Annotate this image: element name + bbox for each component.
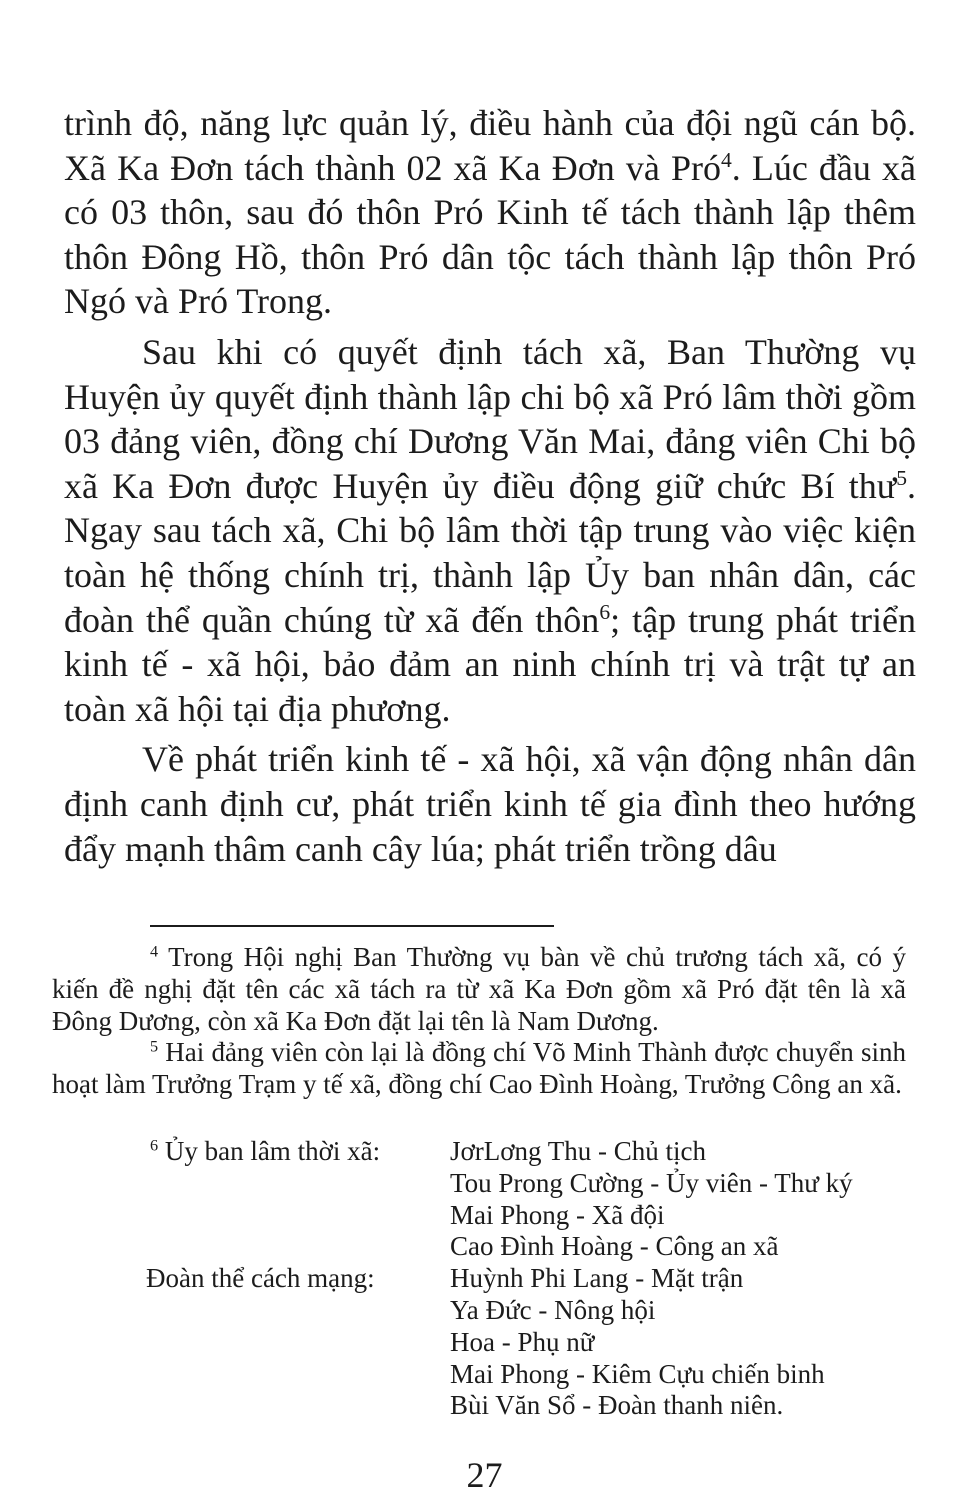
spacer: [150, 1327, 450, 1359]
member-item: Cao Đình Hoàng - Công an xã: [450, 1231, 779, 1262]
footnote-5: $^5$ Hai đảng viên còn lại là đồng chí Võ Minh Thành được chuyển sinh hoạt làm Trưởng Trạm y tế xã, đồng chí Cao Đình Hoàng, Trưởng Công an xã.: [52, 1037, 906, 1100]
member-item: Mai Phong - Kiêm Cựu chiến binh: [450, 1358, 825, 1389]
paragraph-2: Sau khi có quyết định tách xã, Ban Thường vụ Huyện ủy quyết định thành lập chi bộ xã Pró lâm thời gồm 03 đảng viên, đồng chí Dương Văn Mai, đảng viên Chi bộ xã Ka Đơn được Huyện ủy điều động giữ chức Bí thư$^5$. Ngay sau tách xã, Chi bộ lâm thời tập trung vào việc kiện toàn hệ thống chính trị, thành lập Ủy ban nhân dân, các đoàn thể quần chúng từ xã đến thôn$^6$; tập trung phát triển kinh tế - xã hội, bảo đảm an ninh chính trị và trật tự an toàn xã hội tại địa phương.: [64, 331, 916, 729]
spacer: [150, 1231, 450, 1263]
spacer: [150, 1390, 450, 1422]
member-row: [150, 1168, 910, 1200]
member-row: [150, 1327, 910, 1359]
footnote-ref-5[interactable]: 5: [896, 465, 907, 490]
member-item: Huỳnh Phi Lang - Mặt trận: [450, 1263, 744, 1294]
paragraph-1: trình độ, năng lực quản lý, điều hành của đội ngũ cán bộ. Xã Ka Đơn tách thành 02 xã Ka Đơn và Pró$^4$. Lúc đầu xã có 03 thôn, sau đó thôn Pró Kinh tế tách thành lập thêm thôn Đông Hồ, thôn Pró dân tộc tách thành lập thôn Pró Ngó và Pró Trong.: [64, 103, 916, 322]
footnote-6: [146, 1136, 910, 1422]
footnote-divider: [150, 925, 554, 927]
member-list: [450, 1136, 910, 1168]
member-item: Bùi Văn Sổ - Đoàn thanh niên.: [450, 1390, 784, 1421]
footnote-4: $^4$ Trong Hội nghị Ban Thường vụ bàn về chủ trương tách xã, có ý kiến đề nghị đặt tên các xã tách ra từ xã Ka Đơn gồm xã Pró đặt tên là xã Đông Dương, còn xã Ka Đơn đặt lại tên là Nam Dương.: [52, 942, 906, 1036]
member-item: Tou Prong Cường - Ủy viên - Thư ký: [450, 1167, 853, 1198]
member-item: Hoa - Phụ nữ: [450, 1326, 595, 1357]
spacer: [150, 1200, 450, 1232]
spacer: [150, 1359, 450, 1391]
footnotes: [52, 942, 906, 1101]
committee-label: $^6$ Ủy ban lâm thời xã:: [150, 1136, 381, 1166]
member-item: JơrLơng Thu - Chủ tịch: [450, 1136, 707, 1166]
member-row: [150, 1359, 910, 1391]
member-row: [150, 1231, 910, 1263]
spacer: [150, 1295, 450, 1327]
mass-org-label: Đoàn thể cách mạng:: [146, 1263, 375, 1294]
footnote-ref-4[interactable]: 4: [720, 147, 732, 172]
mass-org-row: [146, 1263, 910, 1295]
member-item: Mai Phong - Xã đội: [450, 1199, 665, 1230]
member-row: [150, 1390, 910, 1422]
spacer: [150, 1168, 450, 1200]
body-text: [64, 101, 916, 871]
paragraph-3: Về phát triển kinh tế - xã hội, xã vận động nhân dân định canh định cư, phát triển kinh tế gia đình theo hướng đẩy mạnh thâm canh cây lúa; phát triển trồng dâu: [64, 739, 916, 869]
committee-row: [150, 1136, 910, 1168]
footnote-ref-6[interactable]: 6: [599, 599, 611, 624]
page-number: 27: [466, 1455, 503, 1495]
member-item: Ya Đức - Nông hội: [450, 1294, 656, 1325]
member-row: [150, 1200, 910, 1232]
member-row: [150, 1295, 910, 1327]
